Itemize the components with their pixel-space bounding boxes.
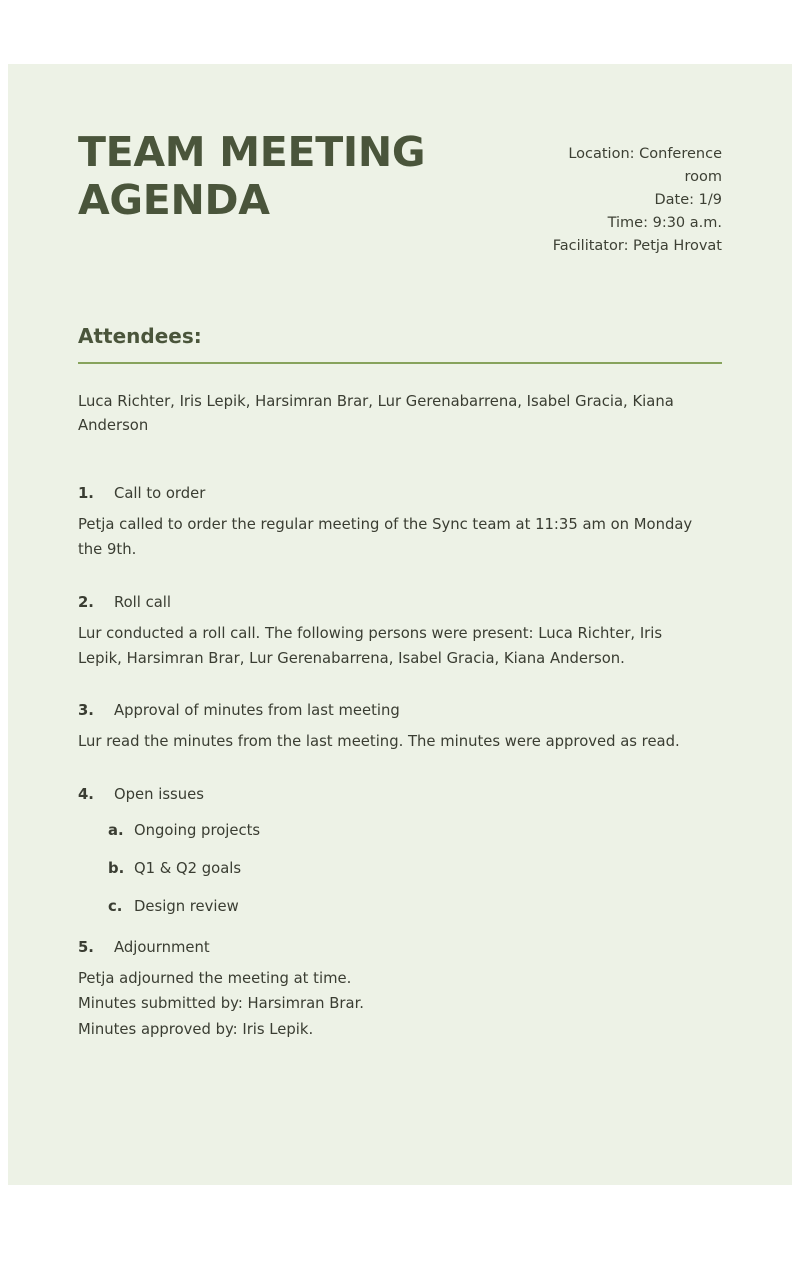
agenda-item-4 xyxy=(78,783,722,916)
adjournment-line: Petja adjourned the meeting at time. xyxy=(78,969,352,987)
agenda-item-1-body: Petja called to order the regular meeting of the Sync team at 11:35 am on Monday the 9th. xyxy=(78,516,693,559)
agenda-subitem-c-marker: c. xyxy=(108,898,123,916)
agenda-subitem-a-label: Ongoing projects xyxy=(134,822,261,840)
agenda-item-4-head xyxy=(78,783,722,807)
agenda-item-4-subitems xyxy=(108,822,722,915)
attendees-section xyxy=(78,324,722,439)
agenda-subitem-c-label: Design review xyxy=(134,898,239,916)
agenda-item-1-label: Call to order xyxy=(114,485,206,503)
meta-location-cont: room xyxy=(684,168,722,185)
agenda-subitem-b-label: Q1 & Q2 goals xyxy=(134,860,242,878)
agenda-item-2-label: Roll call xyxy=(114,593,172,611)
agenda-item-3-label: Approval of minutes from last meeting xyxy=(114,702,400,720)
agenda-item-5 xyxy=(78,936,722,1042)
agenda-item-5-number: 5. xyxy=(78,939,94,957)
agenda-item-3 xyxy=(78,699,722,754)
title-block xyxy=(78,129,458,224)
agenda-item-3-number: 3. xyxy=(78,702,94,720)
agenda-item-2-head xyxy=(78,591,722,615)
minutes-approved-line: Minutes approved by: Iris Lepik. xyxy=(78,1020,314,1038)
meta-facilitator: Facilitator: Petja Hrovat xyxy=(552,237,722,254)
agenda-item-2-number: 2. xyxy=(78,593,94,611)
agenda-item-1-number: 1. xyxy=(78,485,94,503)
agenda-item-5-head xyxy=(78,936,722,960)
agenda-item-2-body: Lur conducted a roll call. The following persons were present: Luca Richter, Iris Lepik, Harsimran Brar, Lur Gerenabarrena, Isabel Gracia, Kiana Anderson. xyxy=(78,624,663,667)
meta-location: Location: Conference xyxy=(568,146,722,162)
agenda-subitem-b-marker: b. xyxy=(108,860,125,878)
document-content xyxy=(78,129,722,1070)
agenda-item-3-body: Lur read the minutes from the last meeting. The minutes were approved as read. xyxy=(78,733,680,751)
agenda-item-1-head xyxy=(78,482,722,506)
meta-time: Time: 9:30 a.m. xyxy=(607,214,722,231)
agenda-item-4-number: 4. xyxy=(78,785,94,803)
agenda-item-1 xyxy=(78,482,722,563)
agenda-item-2 xyxy=(78,591,722,672)
agenda-item-3-head xyxy=(78,699,722,723)
agenda-subitem-c xyxy=(108,898,722,915)
section-divider xyxy=(78,362,722,364)
agenda-subitem-a-marker: a. xyxy=(108,822,124,840)
agenda-subitem-b xyxy=(108,860,722,877)
agenda-item-5-body xyxy=(78,966,698,1042)
document-card xyxy=(8,64,792,1185)
meta-date: Date: 1/9 xyxy=(654,191,722,208)
agenda-subitem-a xyxy=(108,822,722,839)
document-header xyxy=(78,129,722,258)
meeting-meta-block xyxy=(492,129,722,258)
attendees-heading: Attendees: xyxy=(78,323,202,348)
attendees-list: Luca Richter, Iris Lepik, Harsimran Brar, Lur Gerenabarrena, Isabel Gracia, Kiana Anderson xyxy=(78,392,674,434)
agenda-item-5-label: Adjournment xyxy=(114,939,210,957)
page-title: TEAM MEETING AGENDA xyxy=(78,128,426,224)
minutes-submitted-line: Minutes submitted by: Harsimran Brar. xyxy=(78,995,364,1013)
agenda-item-4-label: Open issues xyxy=(114,785,204,803)
agenda-list xyxy=(78,482,722,1042)
